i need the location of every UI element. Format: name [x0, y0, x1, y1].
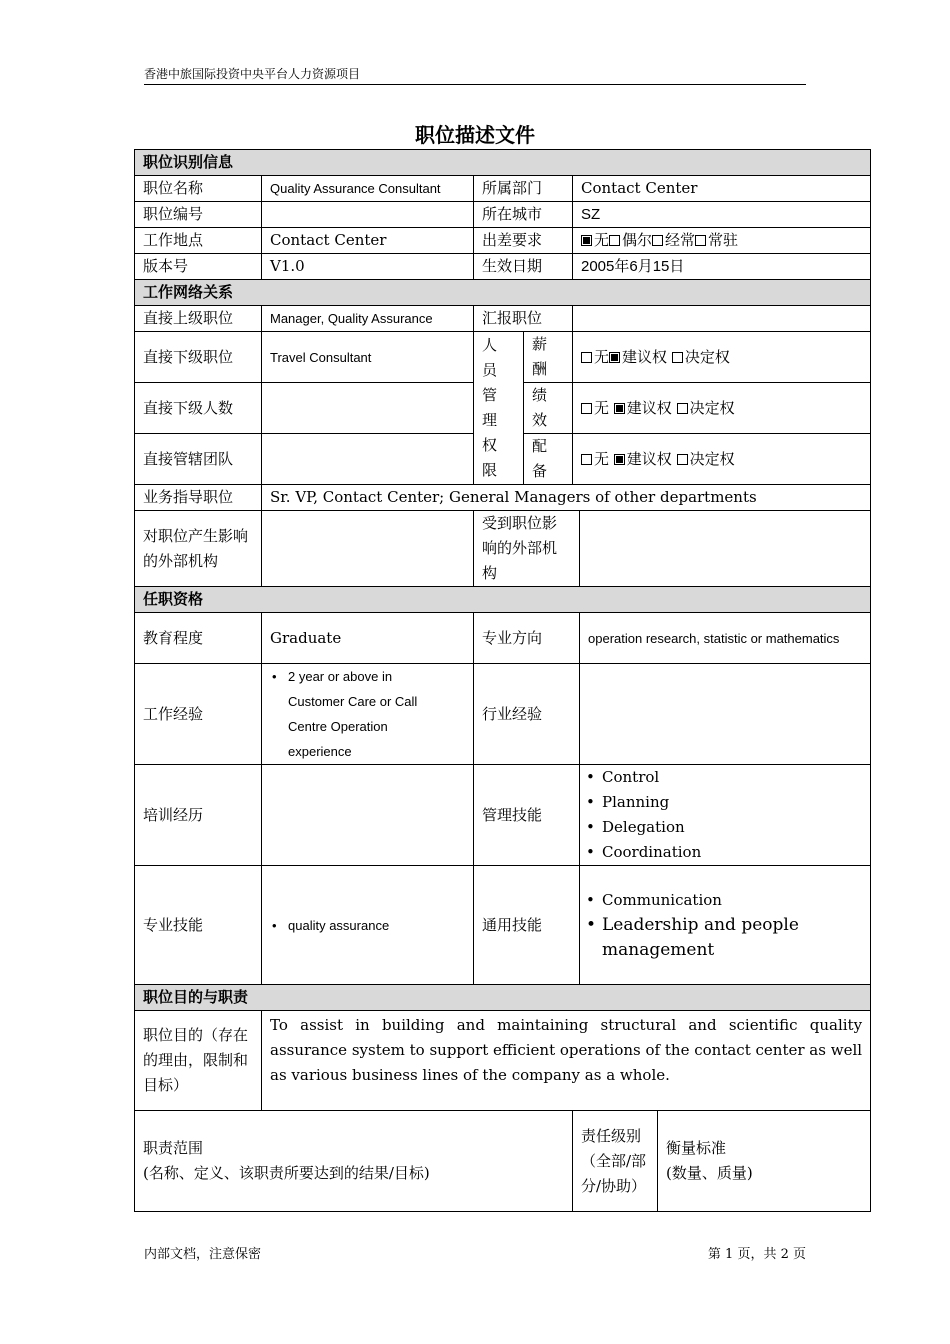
authority-staffing-label: 配 备: [524, 434, 573, 485]
dept-label: 所属部门: [474, 176, 573, 202]
authority-salary-label: 薪 酬: [524, 332, 573, 383]
ext-affect-value: [262, 511, 474, 587]
list-item: • Leadership and people management: [584, 913, 862, 963]
ext-affected-label: 受到职位影响的外部机构: [474, 511, 580, 587]
version-label: 版本号: [135, 254, 262, 280]
effective-value: 2005年6月15日: [573, 254, 871, 280]
authority-salary-options: 无 建议权 决定权: [573, 332, 871, 383]
pro-skills-value: [262, 866, 474, 985]
project-name: 香港中旅国际投资中央平台人力资源项目: [144, 67, 361, 81]
authority-performance-options: 无 建议权 决定权: [573, 383, 871, 434]
training-value: [262, 765, 474, 866]
general-skills-value: [580, 866, 871, 985]
section-network: 工作网络关系: [135, 280, 871, 306]
major-label: 专业方向: [474, 613, 580, 664]
measure-label: 衡量标准: [666, 1139, 727, 1157]
education-label: 教育程度: [135, 613, 262, 664]
list-item: • Delegation: [584, 815, 862, 840]
list-item: • Communication: [584, 888, 862, 913]
city-label: 所在城市: [474, 202, 573, 228]
position-name-label: 职位名称: [135, 176, 262, 202]
authority-label: 人 员 管 理 权 限: [474, 332, 524, 485]
travel-option-label: 常驻: [708, 231, 739, 249]
dept-value: Contact Center: [573, 176, 871, 202]
footer-confidential: 内部文档，注意保密: [144, 1247, 262, 1262]
page-header: [144, 66, 806, 85]
section-qualification: 任职资格: [135, 587, 871, 613]
travel-option-label: 偶尔: [622, 231, 653, 249]
guidance-value: Sr. VP, Contact Center; General Managers of other departments: [262, 485, 871, 511]
position-no-label: 职位编号: [135, 202, 262, 228]
subordinate-label: 直接下级职位: [135, 332, 262, 383]
education-value: Graduate: [262, 613, 474, 664]
performance-decide-checkbox[interactable]: [677, 403, 688, 414]
work-exp-value: [262, 664, 474, 765]
salary-decide-checkbox[interactable]: [672, 352, 683, 363]
team-value: [262, 434, 474, 485]
report-value: [573, 306, 871, 332]
measure-header: [658, 1111, 871, 1212]
duty-scope-label: 职责范围: [143, 1139, 204, 1157]
job-description-table: [134, 149, 871, 1212]
sub-count-label: 直接下级人数: [135, 383, 262, 434]
superior-value: Manager, Quality Assurance: [262, 306, 474, 332]
position-no-value: [262, 202, 474, 228]
list-item: • Coordination: [584, 840, 862, 865]
team-label: 直接管辖团队: [135, 434, 262, 485]
purpose-text: To assist in building and maintaining structural and scientific quality assurance system to support efficient operations of the contact center as well as various business lines of the company as a whole.: [262, 1011, 871, 1111]
travel-occasional-checkbox[interactable]: [609, 235, 620, 246]
list-item: • Control: [584, 765, 862, 790]
list-item: • quality assurance: [270, 913, 465, 938]
salary-none-checkbox[interactable]: [581, 352, 592, 363]
purpose-label: 职位目的（存在的理由，限制和目标）: [135, 1011, 262, 1111]
section-purpose: 职位目的与职责: [135, 985, 871, 1011]
mgmt-skills-value: [580, 765, 871, 866]
travel-label: 出差要求: [474, 228, 573, 254]
ext-affect-label: 对职位产生影响的外部机构: [135, 511, 262, 587]
industry-exp-label: 行业经验: [474, 664, 580, 765]
staffing-suggest-checkbox[interactable]: [614, 454, 625, 465]
performance-suggest-checkbox[interactable]: [614, 403, 625, 414]
document-title: 职位描述文件: [415, 123, 535, 147]
pro-skills-label: 专业技能: [135, 866, 262, 985]
work-exp-label: 工作经验: [135, 664, 262, 765]
authority-staffing-options: 无 建议权 决定权: [573, 434, 871, 485]
ext-affected-value: [580, 511, 871, 587]
travel-none-checkbox[interactable]: [581, 235, 592, 246]
list-item: • Planning: [584, 790, 862, 815]
duty-scope-header: [135, 1111, 573, 1212]
training-label: 培训经历: [135, 765, 262, 866]
staffing-decide-checkbox[interactable]: [677, 454, 688, 465]
city-value: SZ: [573, 202, 871, 228]
location-value: Contact Center: [262, 228, 474, 254]
location-label: 工作地点: [135, 228, 262, 254]
footer-page-number: 第 1 页，共 2 页: [707, 1247, 806, 1262]
superior-label: 直接上级职位: [135, 306, 262, 332]
authority-performance-label: 绩 效: [524, 383, 573, 434]
measure-note: (数量、质量): [666, 1164, 753, 1182]
subordinate-value: Travel Consultant: [262, 332, 474, 383]
general-skills-label: 通用技能: [474, 866, 580, 985]
travel-resident-checkbox[interactable]: [695, 235, 706, 246]
effective-label: 生效日期: [474, 254, 573, 280]
sub-count-value: [262, 383, 474, 434]
mgmt-skills-label: 管理技能: [474, 765, 580, 866]
staffing-none-checkbox[interactable]: [581, 454, 592, 465]
salary-suggest-checkbox[interactable]: [609, 352, 620, 363]
travel-often-checkbox[interactable]: [652, 235, 663, 246]
performance-none-checkbox[interactable]: [581, 403, 592, 414]
report-label: 汇报职位: [474, 306, 573, 332]
major-value: operation research, statistic or mathematics: [580, 613, 871, 664]
travel-option-label: 经常: [665, 231, 696, 249]
section-identity: 职位识别信息: [135, 150, 871, 176]
guidance-label: 业务指导职位: [135, 485, 262, 511]
travel-options: [573, 228, 871, 254]
duty-scope-note: (名称、定义、该职责所要达到的结果/目标): [143, 1164, 430, 1182]
version-value: V1.0: [262, 254, 474, 280]
position-name-value: Quality Assurance Consultant: [262, 176, 474, 202]
industry-exp-value: [580, 664, 871, 765]
resp-level-label: 责任级别（全部/部分/协助）: [573, 1111, 658, 1212]
travel-option-label: 无: [594, 231, 610, 249]
list-item: • 2 year or above in Customer Care or Call Centre Operation experience: [270, 664, 443, 764]
